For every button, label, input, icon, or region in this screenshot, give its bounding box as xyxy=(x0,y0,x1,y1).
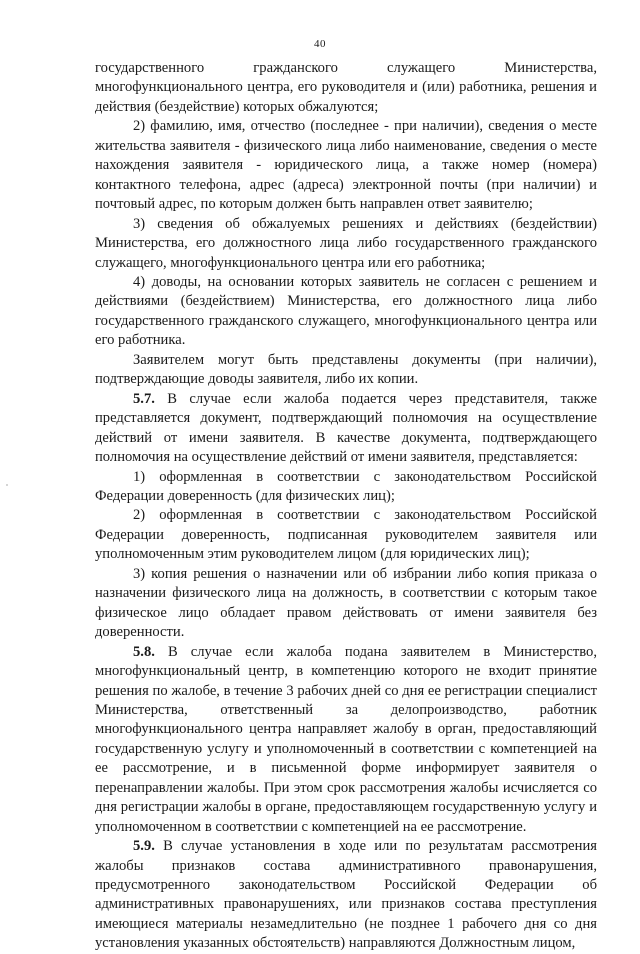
paragraph-5-7-item-1: 1) оформленная в соответствии с законодательством Российской Федерации доверенность (для физических лиц); xyxy=(95,468,597,504)
page-number: 40 xyxy=(314,38,326,50)
paragraph-5-7-item-2: 2) оформленная в соответствии с законодательством Российской Федерации доверенность, подписанная руководителем заявителя или уполномоченным этим руководителем лицом (для юридических лиц); xyxy=(95,507,597,563)
paragraph-5-8: 5.8. В случае если жалоба подана заявителем в Министерство, многофункциональный центр, в компетенцию которого не входит принятие решения по жалобе, в течение 3 рабочих дней со дня ее регистрации специалист Министерства, ответственный за делопроизводство, работник многофункционального центра направляет жалобу в орган, предоставляющий государственную услугу и уполномоченный в соответствии с компетенцией на ее рассмотрение, и в письменной форме информирует заявителя о перенаправлении жалобы. При этом срок рассмотрения жалобы исчисляется со дня регистрации жалобы в органе, предоставляющем государственную услугу и уполномоченном в соответствии с компетенцией на ее рассмотрение. xyxy=(95,643,597,835)
scan-speck xyxy=(6,484,8,486)
paragraph-item-4: 4) доводы, на основании которых заявитель не согласен с решением и действиями (бездействием) Министерства, его должностного лица либо государственного гражданского служащего, многофункционального центра или его работника. xyxy=(95,273,597,349)
section-number: 5.7. xyxy=(133,390,155,407)
paragraph-item-3: 3) сведения об обжалуемых решениях и действиях (бездействии) Министерства, его должностного лица либо государственного гражданского служащего, многофункционального центра или его работника; xyxy=(95,215,597,271)
paragraph-continuation: государственного гражданского служащего Министерства, многофункционального центра, его руководителя и (или) работника, решения и действия (бездействие) которых обжалуются; xyxy=(95,60,597,115)
paragraph-5-7-item-3: 3) копия решения о назначении или об избрании либо копия приказа о назначении физического лица на должность, в соответствии с которым такое физическое лицо обладает правом действовать от имени заявителя без доверенности. xyxy=(95,565,597,641)
section-number: 5.9. xyxy=(133,838,155,855)
section-number: 5.8. xyxy=(133,643,155,660)
paragraph-documents: Заявителем могут быть представлены документы (при наличии), подтверждающие доводы заявителя, либо их копии. xyxy=(95,351,597,388)
document-body xyxy=(95,59,597,954)
paragraph-item-2: 2) фамилию, имя, отчество (последнее - при наличии), сведения о месте жительства заявителя - физического лица либо наименование, сведения о месте нахождения заявителя - юридического лица, а также номер (номера) контактного телефона, адрес (адреса) электронной почты (при наличии) и почтовый адрес, по которым должен быть направлен ответ заявителю; xyxy=(95,118,597,213)
paragraph-5-9: 5.9. В случае установления в ходе или по результатам рассмотрения жалобы признаков состава административного правонарушения, предусмотренного законодательством Российской Федерации об административных правонарушениях, или признаков состава преступления имеющиеся материалы незамедлительно (не позднее 1 рабочего дня со дня установления указанных обстоятельств) направляются Должностным лицом, xyxy=(95,838,597,952)
paragraph-5-7: 5.7. В случае если жалоба подается через представителя, также представляется документ, подтверждающий полномочия на осуществление действий от имени заявителя. В качестве документа, подтверждающего полномочия на осуществление действий от имени заявителя, представляется: xyxy=(95,390,597,466)
